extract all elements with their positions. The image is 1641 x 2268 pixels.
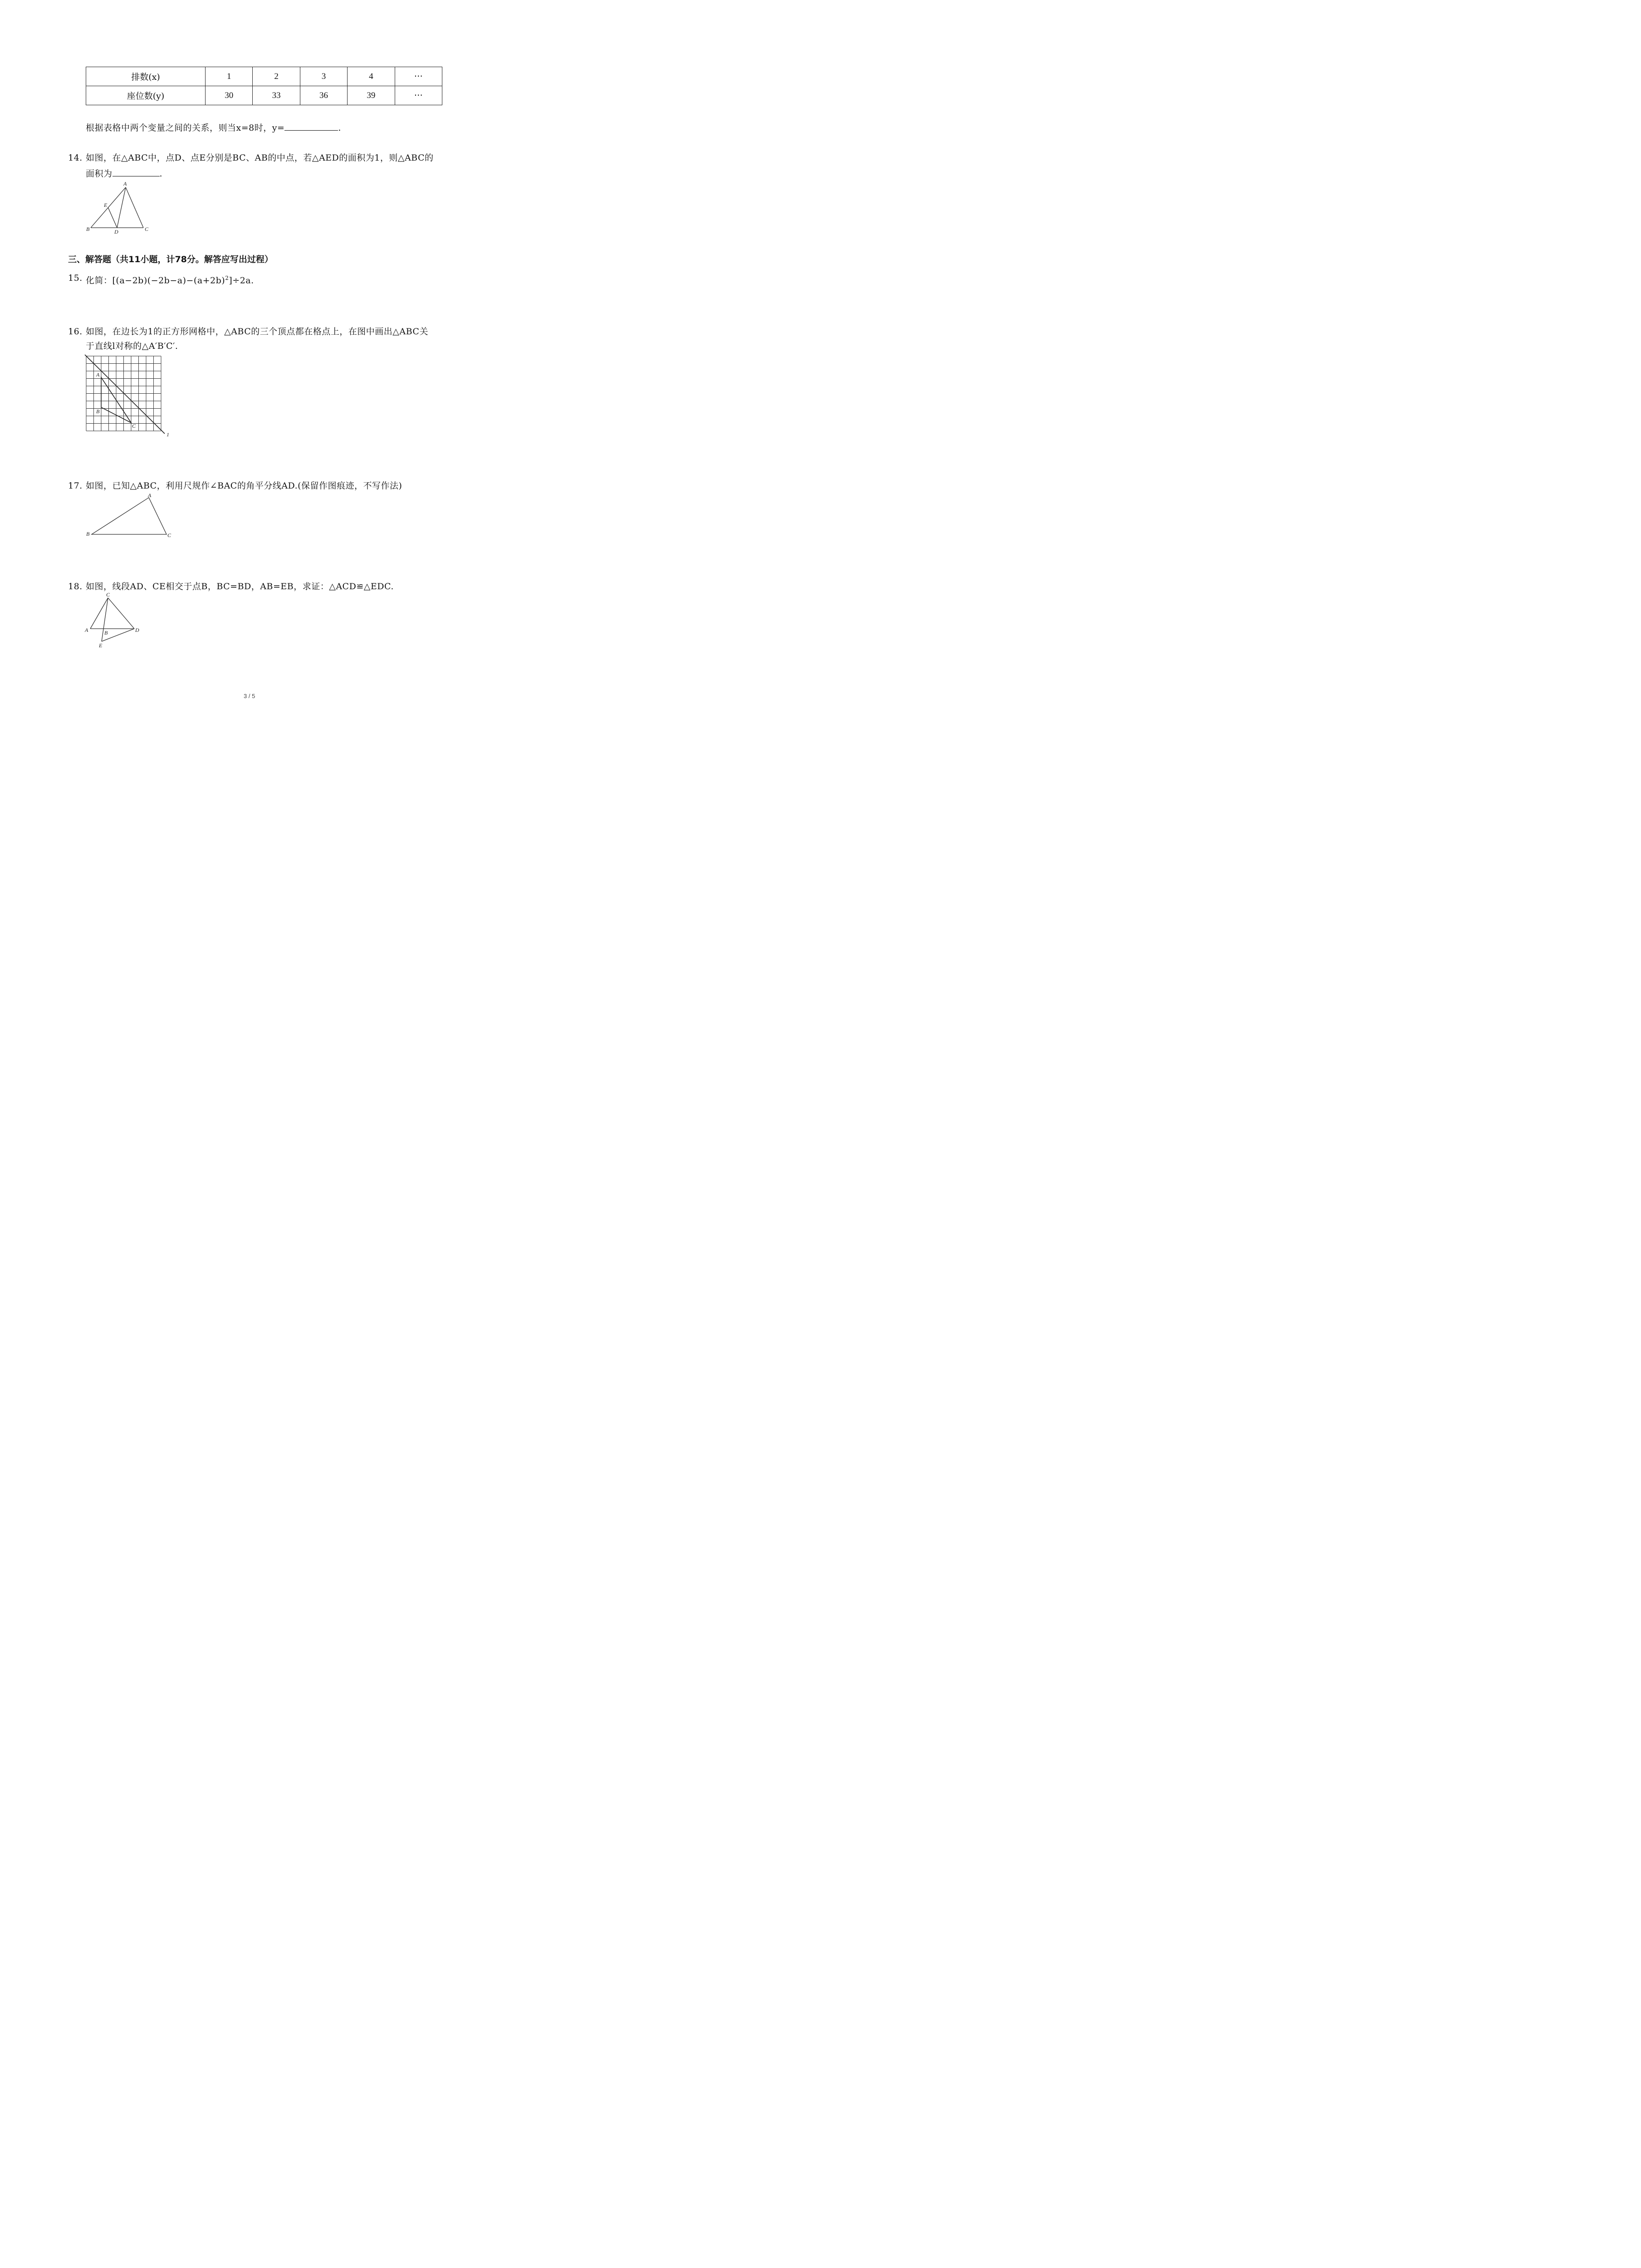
q14-triangle-figure [82, 178, 154, 237]
label-A: A [148, 492, 152, 499]
q14-period: . [159, 169, 163, 179]
label-C: C [167, 532, 171, 538]
label-B: B [104, 630, 108, 636]
q15-number: 15. [68, 273, 83, 283]
label-D: D [135, 627, 139, 633]
q17-text: 如图，已知△ABC，利用尺规作∠BAC的角平分线AD.(保留作图痕迹，不写作法) [86, 481, 402, 491]
q14-line1: 如图，在△ABC中，点D、点E分别是BC、AB的中点，若△AED的面积为1，则△ABC的 [86, 153, 434, 163]
segment-CA [90, 598, 108, 629]
table-cell: 39 [348, 86, 395, 105]
label-A: A [85, 627, 88, 633]
table-cell: 33 [253, 86, 300, 105]
segment-CD [108, 598, 134, 629]
table-cell: 2 [253, 67, 300, 86]
table-cell: 30 [206, 86, 253, 105]
q16-line2: 于直线l对称的△A′B′C′. [86, 341, 178, 351]
label-B: B [86, 531, 90, 537]
q16-number: 16. [68, 327, 83, 337]
q17-triangle-figure [82, 492, 181, 542]
label-B: B [96, 408, 100, 415]
table-row-label: 排数(x) [86, 67, 206, 86]
table-row-label: 座位数(y) [86, 86, 206, 105]
table-row [86, 67, 442, 86]
q13-period: . [338, 123, 341, 133]
table-cell: 3 [300, 67, 347, 86]
q15-exponent: 2 [225, 275, 229, 281]
q16-line1: 如图，在边长为1的正方形网格中，△ABC的三个顶点都在格点上，在图中画出△ABC关 [86, 327, 428, 337]
seat-table [86, 67, 442, 105]
label-A: A [123, 181, 127, 187]
segment-AC [126, 187, 143, 228]
page-number: 3 / 5 [244, 693, 255, 699]
section-title: 三、解答题（共11小题，计78分。解答应写出过程） [68, 254, 273, 264]
table-cell: ⋯ [395, 86, 442, 105]
q14-line2-text: 面积为 [86, 169, 113, 179]
table-cell: 36 [300, 86, 347, 105]
q16-grid-figure [84, 354, 175, 440]
q14-number: 14. [68, 153, 83, 163]
triangle-ABC [92, 498, 167, 534]
label-C: C [106, 591, 110, 598]
label-D: D [114, 229, 118, 235]
table-cell: 1 [206, 67, 253, 86]
table-cell: 4 [348, 67, 395, 86]
q18-figure [82, 590, 150, 649]
label-l: 1 [167, 431, 169, 438]
q17-number: 17. [68, 481, 83, 491]
label-C: C [145, 226, 149, 232]
table-row [86, 86, 442, 105]
q15-expression [86, 272, 254, 286]
q18-number: 18. [68, 582, 83, 591]
q15-expression-main: 化简：[(a−2b)(−2b−a)−(a+2b) [86, 275, 225, 286]
q13-statement: 根据表格中两个变量之间的关系，则当x=8时，y= [86, 123, 285, 133]
line-l [85, 355, 165, 434]
q13-answer-blank[interactable] [284, 130, 338, 131]
q18-text: 如图，线段AD、CE相交于点B，BC=BD，AB=EB，求证：△ACD≌△EDC. [86, 582, 394, 591]
segment-ED [108, 207, 117, 228]
table-cell: ⋯ [395, 67, 442, 86]
label-A: A [96, 371, 100, 378]
segment-AD [117, 187, 126, 228]
label-E: E [99, 642, 103, 649]
label-C: C [132, 423, 136, 429]
label-E: E [104, 202, 108, 208]
q15-expression-tail: ]÷2a. [229, 275, 254, 286]
label-B: B [86, 226, 90, 232]
q13-text [86, 122, 341, 134]
